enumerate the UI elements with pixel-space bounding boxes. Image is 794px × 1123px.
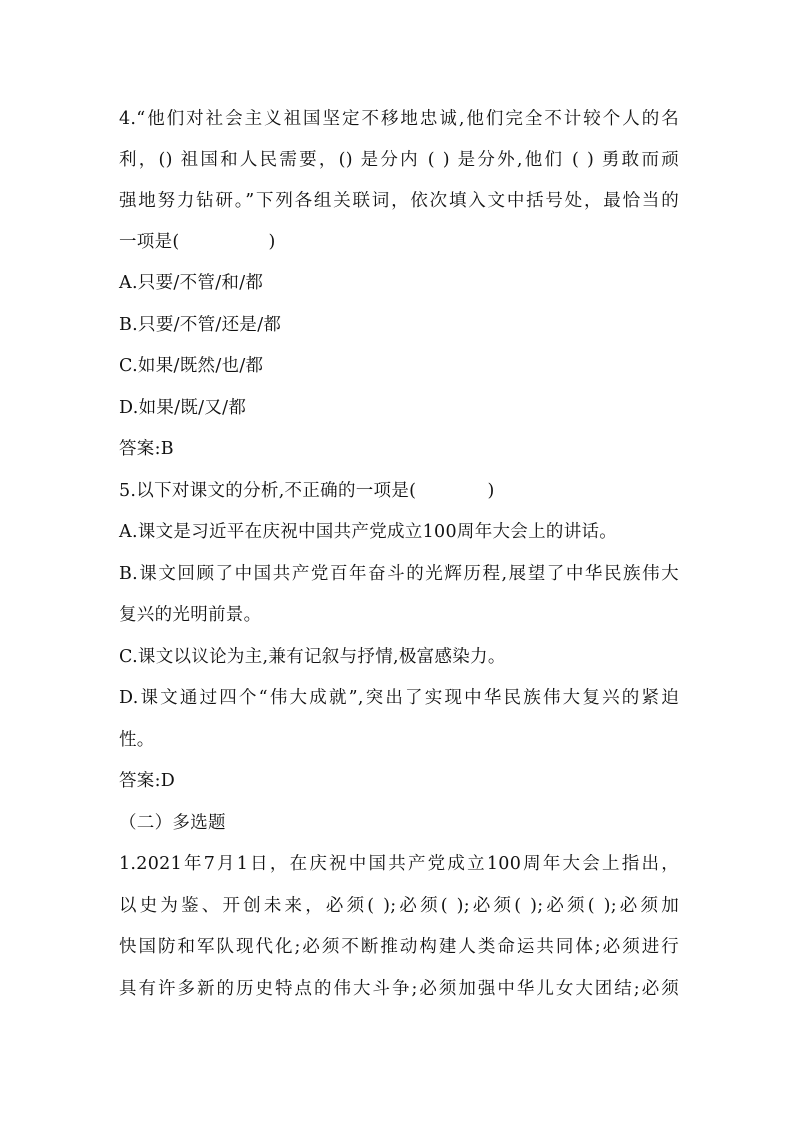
q4-option-d: D.如果/既/又/都 bbox=[119, 398, 247, 418]
q4-stem-line-4: 一项是( ) bbox=[119, 232, 276, 252]
q4-stem-line-1: 4.“他们对社会主义祖国坚定不移地忠诚,他们完全不计较个人的名 bbox=[119, 109, 679, 129]
q4-stem-line-2: 利，() 祖国和人民需要，() 是分内 ( ) 是分外,他们 ( ) 勇敢而顽 bbox=[119, 150, 679, 170]
q4-answer: 答案:B bbox=[119, 439, 174, 459]
q4-option-a: A.只要/不管/和/都 bbox=[119, 273, 264, 293]
q5-option-d-line-2: 性。 bbox=[119, 730, 155, 750]
q4-option-c: C.如果/既然/也/都 bbox=[119, 356, 264, 376]
q5-option-c: C.课文以议论为主,兼有记叙与抒情,极富感染力。 bbox=[119, 647, 506, 667]
q5-option-a: A.课文是习近平在庆祝中国共产党成立100周年大会上的讲话。 bbox=[119, 522, 618, 542]
q5-option-b-line-1: B.课文回顾了中国共产党百年奋斗的光辉历程,展望了中华民族伟大 bbox=[119, 564, 679, 584]
q5-option-b-line-2: 复兴的光明前景。 bbox=[119, 605, 262, 625]
q5-answer: 答案:D bbox=[119, 771, 176, 791]
q4-stem-line-3: 强地努力钻研。”下列各组关联词，依次填入文中括号处，最恰当的 bbox=[119, 191, 679, 211]
multi-q1-line-3: 快国防和军队现代化;必须不断推动构建人类命运共同体;必须进行 bbox=[119, 937, 679, 957]
multi-q1-line-2: 以史为鉴、开创未来，必须( );必须( );必须( );必须( );必须加 bbox=[119, 896, 679, 916]
q5-stem: 5.以下对课文的分析,不正确的一项是( ) bbox=[119, 481, 495, 501]
q4-option-b: B.只要/不管/还是/都 bbox=[119, 315, 282, 335]
q5-option-d-line-1: D.课文通过四个“伟大成就”,突出了实现中华民族伟大复兴的紧迫 bbox=[119, 688, 679, 708]
multi-q1-line-4: 具有许多新的历史特点的伟大斗争;必须加强中华儿女大团结;必须 bbox=[119, 979, 679, 999]
section-heading: （二）多选题 bbox=[119, 813, 226, 833]
multi-q1-line-1: 1.2021年7月1日，在庆祝中国共产党成立100周年大会上指出， bbox=[119, 854, 679, 874]
